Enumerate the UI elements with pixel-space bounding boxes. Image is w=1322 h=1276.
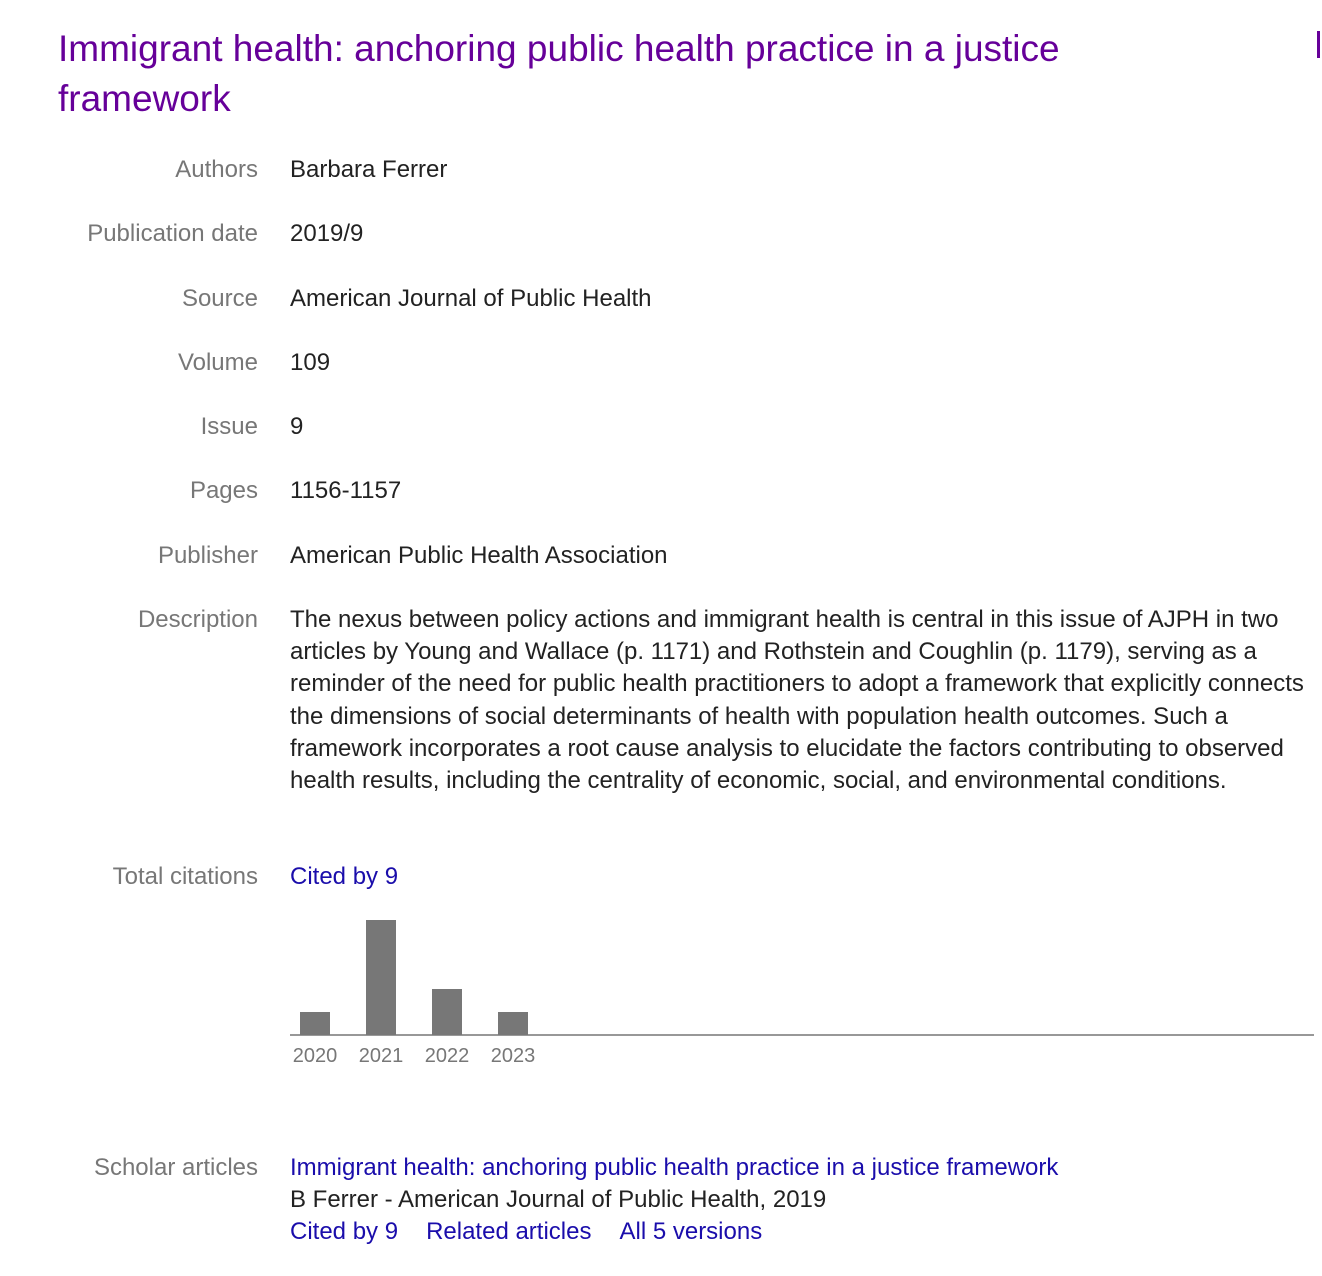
- year-tick-label: 2021: [358, 1045, 404, 1067]
- scholar-article-title-link[interactable]: Immigrant health: anchoring public health practice in a justice framework: [290, 1154, 1059, 1181]
- field-label: Source: [181, 285, 258, 312]
- citation-bar-2021[interactable]: [366, 920, 396, 1035]
- field-label: Volume: [177, 349, 258, 376]
- field-label: Publisher: [157, 542, 258, 569]
- field-label: Scholar articles: [93, 1154, 258, 1181]
- year-tick-label: 2020: [292, 1045, 338, 1067]
- related-articles-link[interactable]: Related articles: [426, 1218, 592, 1245]
- scholar-article-meta: B Ferrer - American Journal of Public Health, 2019: [290, 1186, 827, 1213]
- field-label: Total citations: [112, 863, 258, 890]
- year-tick-label: 2022: [424, 1045, 470, 1067]
- field-label: Pages: [189, 477, 258, 504]
- article-title-link[interactable]: Immigrant health: anchoring public health practice in a justice framework: [58, 28, 1060, 119]
- all-versions-link[interactable]: All 5 versions: [619, 1218, 763, 1245]
- cited-by-link[interactable]: Cited by 9: [290, 863, 399, 890]
- field-value: 109: [290, 349, 331, 376]
- field-value: Barbara Ferrer: [290, 156, 448, 183]
- scholar-article-links: [290, 1216, 1318, 1248]
- citations-chart: [290, 905, 1320, 1075]
- field-value: 9: [290, 413, 304, 440]
- clipped-title-icon: [1317, 31, 1320, 58]
- field-label: Description: [137, 606, 258, 633]
- field-value: 2019/9: [290, 220, 364, 247]
- year-tick-label: 2023: [490, 1045, 536, 1067]
- citation-bar-2020[interactable]: [300, 1012, 330, 1035]
- field-label: Issue: [200, 413, 258, 440]
- citations-chart-svg: [290, 905, 1320, 1075]
- field-value: American Journal of Public Health: [290, 285, 652, 312]
- field-label: Authors: [175, 156, 258, 183]
- citation-bar-2022[interactable]: [432, 989, 462, 1035]
- description-text: The nexus between policy actions and immigrant health is central in this issue of AJPH in two articles by Young and Wallace (p. 1171) and Rothstein and Coughlin (p. 1179), serving as a reminder of the need for public health practitioners to adopt a framework that explicitly connects the dimensions of social determinants of health with population health outcomes. Such a framework incorporates a root cause analysis to elucidate the factors contributing to observed health results, including the centrality of economic, social, and environmental conditions.: [290, 606, 1304, 795]
- field-value: 1156-1157: [290, 477, 402, 504]
- field-label: Publication date: [87, 220, 258, 247]
- scholar-cited-by-link[interactable]: Cited by 9: [290, 1218, 399, 1245]
- citation-bar-2023[interactable]: [498, 1012, 528, 1035]
- field-value: American Public Health Association: [290, 542, 668, 569]
